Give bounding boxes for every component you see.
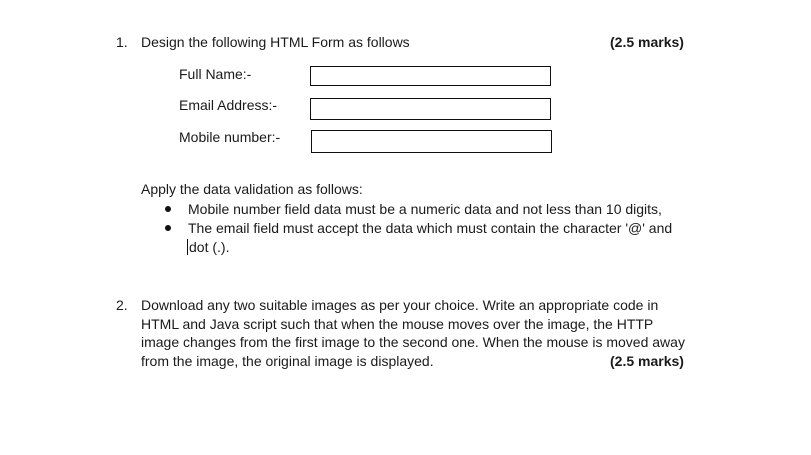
bullet-dot: [165, 225, 171, 231]
q2-marks: (2.5 marks): [610, 353, 684, 369]
full-name-field[interactable]: [310, 66, 551, 86]
q1-text: Design the following HTML Form as follows: [141, 34, 410, 50]
q2-line-2: HTML and Java script such that when the mouse moves over the image, the HTTP: [141, 316, 654, 332]
q1-marks: (2.5 marks): [610, 34, 684, 50]
mobile-number-label: Mobile number:-: [179, 129, 281, 145]
bullet-email-validation-line1: The email field must accept the data which must contain the character '@' and: [188, 220, 673, 236]
email-address-field[interactable]: [310, 98, 551, 120]
q1-number: 1.: [116, 34, 128, 50]
email-address-label: Email Address:-: [179, 97, 278, 113]
mobile-number-field[interactable]: [311, 130, 552, 153]
q2-number: 2.: [116, 297, 128, 313]
q2-line-4: from the image, the original image is displayed.: [141, 353, 434, 369]
q2-line-3: image changes from the first image to the second one. When the mouse is moved away: [141, 334, 685, 350]
full-name-label: Full Name:-: [179, 66, 252, 82]
bullet-email-validation-line2: dot (.).: [189, 239, 230, 255]
text-cursor: [187, 239, 188, 255]
validation-intro: Apply the data validation as follows:: [141, 181, 363, 197]
bullet-mobile-validation: Mobile number field data must be a numeric data and not less than 10 digits,: [188, 201, 662, 217]
bullet-dot: [165, 206, 171, 212]
q2-line-1: Download any two suitable images as per your choice. Write an appropriate code in: [141, 297, 659, 313]
